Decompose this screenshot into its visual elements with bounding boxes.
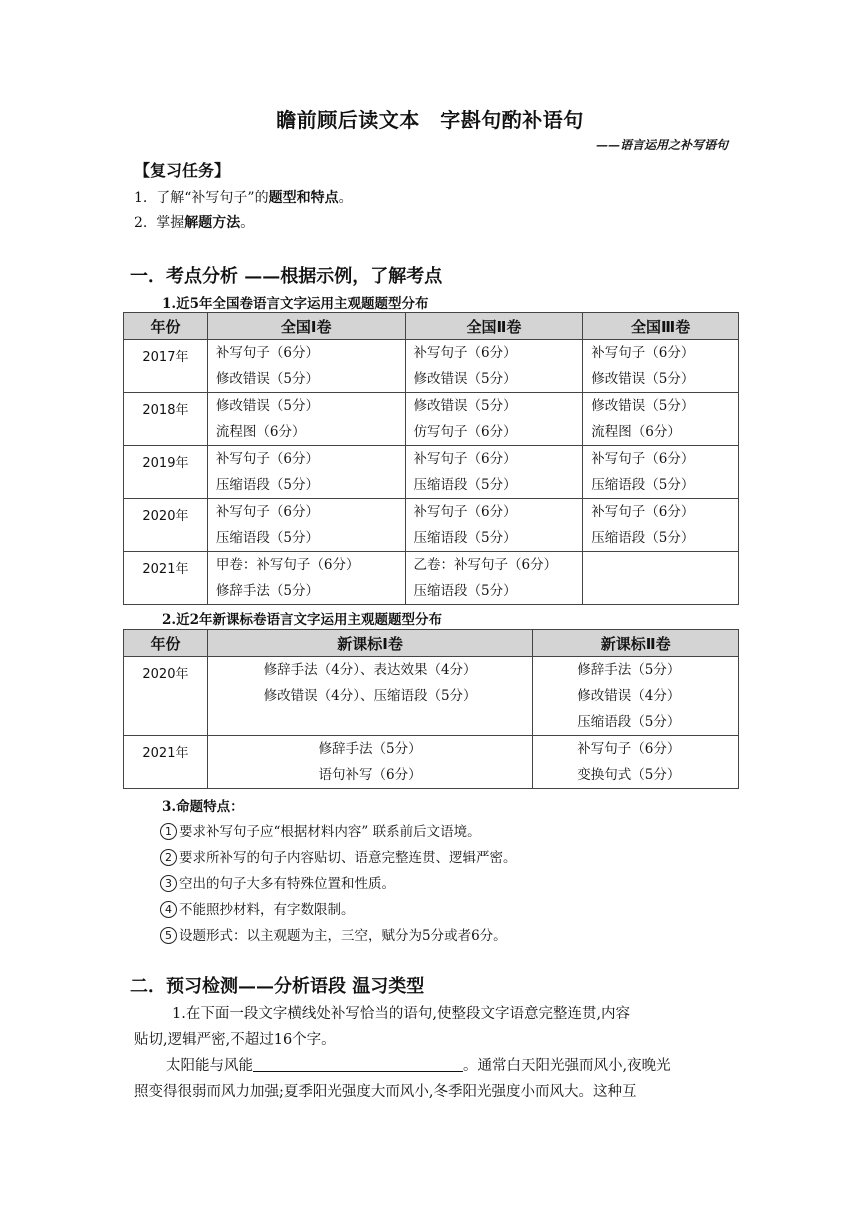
header-cell: 年份 [124, 630, 208, 657]
year-cell: 2020年 [124, 657, 208, 736]
cell: 补写句子（6分） 压缩语段（5分） [207, 446, 405, 499]
table-row [124, 499, 739, 552]
item-number: 1. [134, 190, 148, 206]
cell: 修改错误（5分） 仿写句子（6分） [405, 393, 583, 446]
cell: 补写句子（6分） 修改错误（5分） [207, 340, 405, 393]
passage-line: 照变得很弱而风力加强;夏季阳光强度大而风小,冬季阳光强度小而风大。这种互 [134, 1084, 637, 1100]
table-row [124, 340, 739, 393]
table-national-papers [123, 312, 739, 605]
table-header-row [124, 313, 739, 340]
item-bold: 解题方法 [184, 215, 241, 231]
table-row [124, 446, 739, 499]
cell: 补写句子（6分） 修改错误（5分） [405, 340, 583, 393]
circled-number: 3 [160, 875, 177, 892]
cell: 补写句子（6分） 变换句式（5分） [533, 736, 739, 789]
answer-blank[interactable] [253, 1057, 463, 1072]
page-subtitle: ——语言运用之补写语句 [595, 138, 728, 152]
cell: 补写句子（6分） 修改错误（5分） [583, 340, 739, 393]
circled-number: 5 [160, 927, 177, 944]
section1-heading: 一．考点分析 ——根据示例，了解考点 [130, 266, 443, 287]
feature-item: 3 空出的句子大多有特殊位置和性质。 [160, 872, 395, 892]
feature-item: 5 设题形式：以主观题为主，三空，赋分为5分或者6分。 [160, 924, 507, 944]
passage-text: 太阳能与风能 [166, 1058, 253, 1074]
table-row [124, 657, 739, 736]
header-cell: 全国Ⅰ卷 [207, 313, 405, 340]
cell [583, 552, 739, 605]
page-title: 瞻前顾后读文本 字斟句酌补语句 [276, 108, 584, 132]
review-item [134, 187, 353, 207]
header-cell: 全国Ⅲ卷 [583, 313, 739, 340]
year-cell: 2019年 [124, 446, 208, 499]
cell: 补写句子（6分） 压缩语段（5分） [207, 499, 405, 552]
cell: 修改错误（5分） 流程图（6分） [583, 393, 739, 446]
header-cell: 全国Ⅱ卷 [405, 313, 583, 340]
year-cell: 2017年 [124, 340, 208, 393]
circled-number: 4 [160, 901, 177, 918]
section2-heading: 二．预习检测——分析语段 温习类型 [130, 976, 425, 997]
year-cell: 2021年 [124, 736, 208, 789]
table-row [124, 736, 739, 789]
table-row [124, 393, 739, 446]
cell: 乙卷：补写句子（6分） 压缩语段（5分） [405, 552, 583, 605]
cell: 修辞手法（5分） 修改错误（4分） 压缩语段（5分） [533, 657, 739, 736]
passage-text: 。通常白天阳光强而风小,夜晚光 [463, 1058, 671, 1074]
item-text: 。 [240, 215, 255, 231]
cell: 补写句子（6分） 压缩语段（5分） [405, 499, 583, 552]
review-item [134, 212, 254, 232]
table-header-row [124, 630, 739, 657]
cell: 修辞手法（4分）、表达效果（4分） 修改错误（4分）、压缩语段（5分） [207, 657, 532, 736]
cell: 修辞手法（5分） 语句补写（6分） [207, 736, 532, 789]
question-line: 1.在下面一段文字横线处补写恰当的语句,使整段文字语意完整连贯,内容 [172, 1006, 631, 1022]
item-text: 了解“补写句子”的 [156, 190, 269, 206]
question-line: 贴切,逻辑严密,不超过16个字。 [134, 1032, 336, 1048]
header-cell: 年份 [124, 313, 208, 340]
item-text: 掌握 [156, 215, 185, 231]
feature-item: 1 要求补写句子应“根据材料内容” 联系前后文语境。 [160, 820, 481, 840]
item-number: 2. [134, 215, 148, 231]
passage-line [166, 1054, 671, 1075]
features-heading: 3.命题特点： [162, 799, 244, 815]
cell: 甲卷：补写句子（6分） 修辞手法（5分） [207, 552, 405, 605]
circled-number: 1 [160, 823, 177, 840]
year-cell: 2021年 [124, 552, 208, 605]
circled-number: 2 [160, 849, 177, 866]
year-cell: 2020年 [124, 499, 208, 552]
cell: 补写句子（6分） 压缩语段（5分） [583, 499, 739, 552]
year-cell: 2018年 [124, 393, 208, 446]
feature-item: 4 不能照抄材料，有字数限制。 [160, 898, 355, 918]
table-new-curriculum-papers [123, 629, 739, 789]
table-row [124, 552, 739, 605]
cell: 补写句子（6分） 压缩语段（5分） [405, 446, 583, 499]
item-text: 。 [338, 190, 353, 206]
header-cell: 新课标Ⅱ卷 [533, 630, 739, 657]
cell: 补写句子（6分） 压缩语段（5分） [583, 446, 739, 499]
table2-caption: 2.近2年新课标卷语言文字运用主观题题型分布 [162, 612, 442, 628]
item-bold: 题型和特点 [268, 190, 339, 206]
cell: 修改错误（5分） 流程图（6分） [207, 393, 405, 446]
table1-caption: 1.近5年全国卷语言文字运用主观题题型分布 [162, 296, 429, 312]
review-heading: 【复习任务】 [134, 161, 231, 180]
feature-item: 2 要求所补写的句子内容贴切、语意完整连贯、逻辑严密。 [160, 846, 517, 866]
header-cell: 新课标Ⅰ卷 [207, 630, 532, 657]
